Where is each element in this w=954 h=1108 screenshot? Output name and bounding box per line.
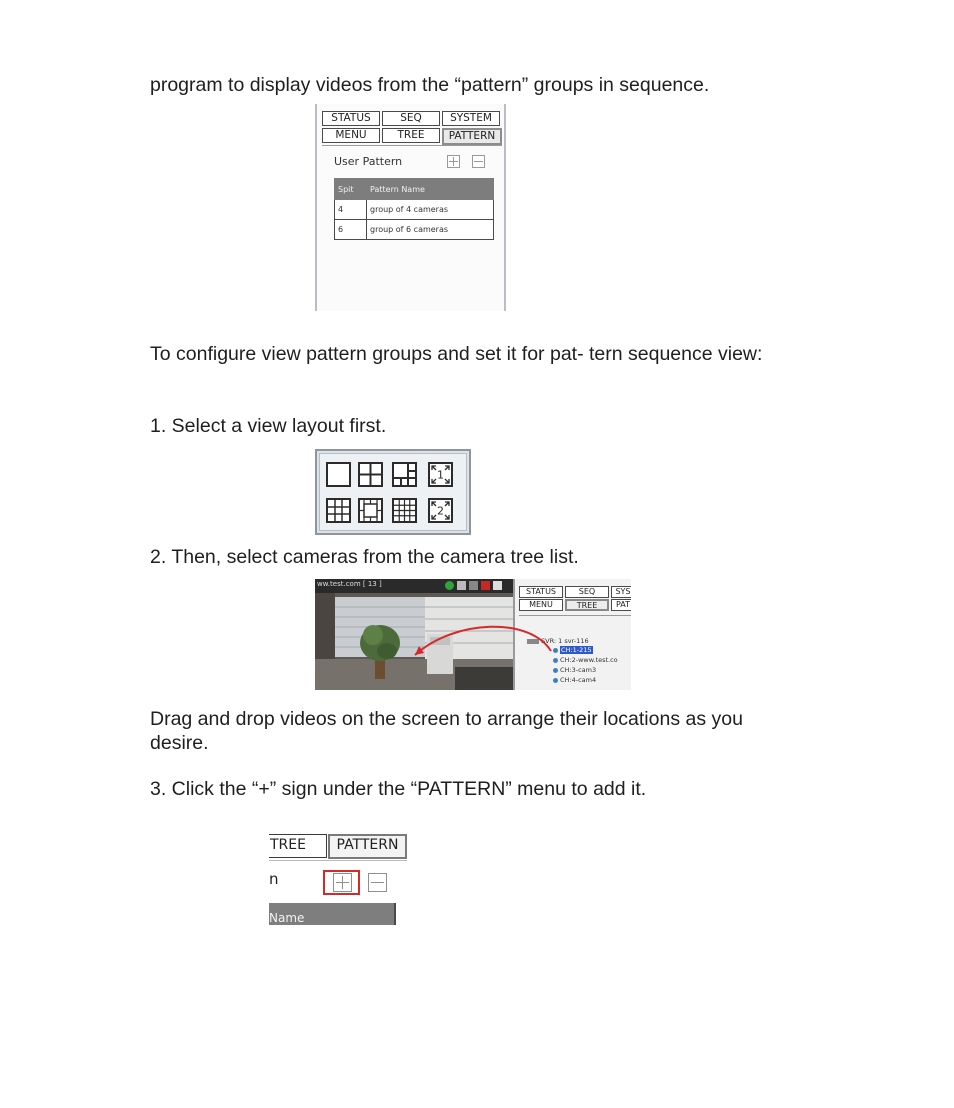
tree-node-channel[interactable] [553,656,618,664]
intro-text: program to display videos from the “pattern” groups in sequence. [150,74,710,96]
office-video-image [315,579,513,690]
cell-split: 6 [335,220,367,240]
tree-node-label: SVR: 1 svr-116 [541,637,589,645]
pattern-table [334,178,494,240]
tab-divider [322,145,502,146]
video-title: ww.test.com [ 13 ] [317,580,382,588]
server-icon [527,639,539,644]
video-toolbar-icon[interactable] [445,581,454,590]
add-pattern-icon[interactable] [333,873,352,892]
tab-pattern[interactable]: PATTERN [442,128,502,145]
camera-icon [553,648,558,653]
cell-split: 4 [335,200,367,220]
layout-1-icon[interactable] [326,462,351,487]
step2-text: 2. Then, select cameras from the camera tree list. [150,546,579,568]
column-header-pattern-name: Pattern Name [367,179,494,200]
full-screen-1-icon[interactable] [428,462,453,487]
table-row[interactable] [335,220,494,240]
layout-16-icon[interactable] [392,498,417,523]
cell-pattern-name: group of 6 cameras [367,220,494,240]
tab-pattern[interactable]: PAT [611,599,631,611]
tab-seq[interactable]: SEQ [565,586,609,598]
video-toolbar-icon[interactable] [457,581,466,590]
layout-9-icon[interactable] [326,498,351,523]
camera-tree-panel [513,579,631,690]
pattern-panel-screenshot [315,104,506,311]
full-screen-2-label: 2 [437,504,444,518]
tab-divider [269,860,407,861]
tab-status[interactable]: STATUS [322,111,380,126]
column-header-split: Spit [335,179,367,200]
configure-text: To configure view pattern groups and set it for pat- tern sequence view: [150,343,763,365]
cell-pattern-name: group of 4 cameras [367,200,494,220]
tab-tree[interactable]: TREE [382,128,440,143]
layout-4-icon[interactable] [358,462,383,487]
camera-tree-screenshot [315,579,631,690]
step1-text: 1. Select a view layout first. [150,415,387,437]
tab-tree[interactable]: TREE [565,599,609,611]
tab-status[interactable]: STATUS [519,586,563,598]
video-toolbar-icon[interactable] [493,581,502,590]
tree-node-channel[interactable] [553,666,596,674]
camera-icon [553,678,558,683]
layout-panel-screenshot [315,449,471,535]
layout-1-plus-3-icon[interactable] [392,462,417,487]
section-label-fragment: n [269,870,279,888]
remove-pattern-icon[interactable] [368,873,387,892]
full-screen-1-label: 1 [437,468,444,482]
tree-node-label-selected: CH:1-215 [561,646,592,654]
camera-icon [553,668,558,673]
video-view[interactable] [315,579,513,690]
full-screen-2-icon[interactable] [428,498,453,523]
tab-system[interactable]: SYS [611,586,631,598]
section-label: User Pattern [334,155,403,168]
column-header-pattern-name: Name [269,903,396,925]
tab-menu[interactable]: MENU [519,599,563,611]
pattern-add-zoom-screenshot [269,833,407,925]
video-titlebar [315,579,513,593]
video-toolbar-icon[interactable] [469,581,478,590]
step3-text: 3. Click the “+” sign under the “PATTERN” menu to add it. [150,778,647,800]
tree-node-server[interactable] [527,637,589,645]
remove-pattern-icon[interactable] [472,155,485,168]
drag-text: Drag and drop videos on the screen to arrange their locations as you desire. [150,708,743,754]
record-icon[interactable] [481,581,490,590]
tab-pattern[interactable]: PATTERN [328,834,407,859]
tree-node-label: CH:3-cam3 [560,666,597,674]
tree-node-label: CH:2-www.test.co [560,656,618,664]
layout-6-icon[interactable] [358,498,383,523]
tree-node-label: CH:4-cam4 [560,676,597,684]
add-pattern-icon[interactable] [447,155,460,168]
tab-divider [519,615,631,616]
tree-node-channel[interactable] [553,646,593,654]
tab-seq[interactable]: SEQ [382,111,440,126]
table-row[interactable] [335,200,494,220]
tab-menu[interactable]: MENU [322,128,380,143]
tab-system[interactable]: SYSTEM [442,111,500,126]
tab-tree[interactable]: TREE [269,834,327,858]
tree-node-channel[interactable] [553,676,596,684]
camera-icon [553,658,558,663]
